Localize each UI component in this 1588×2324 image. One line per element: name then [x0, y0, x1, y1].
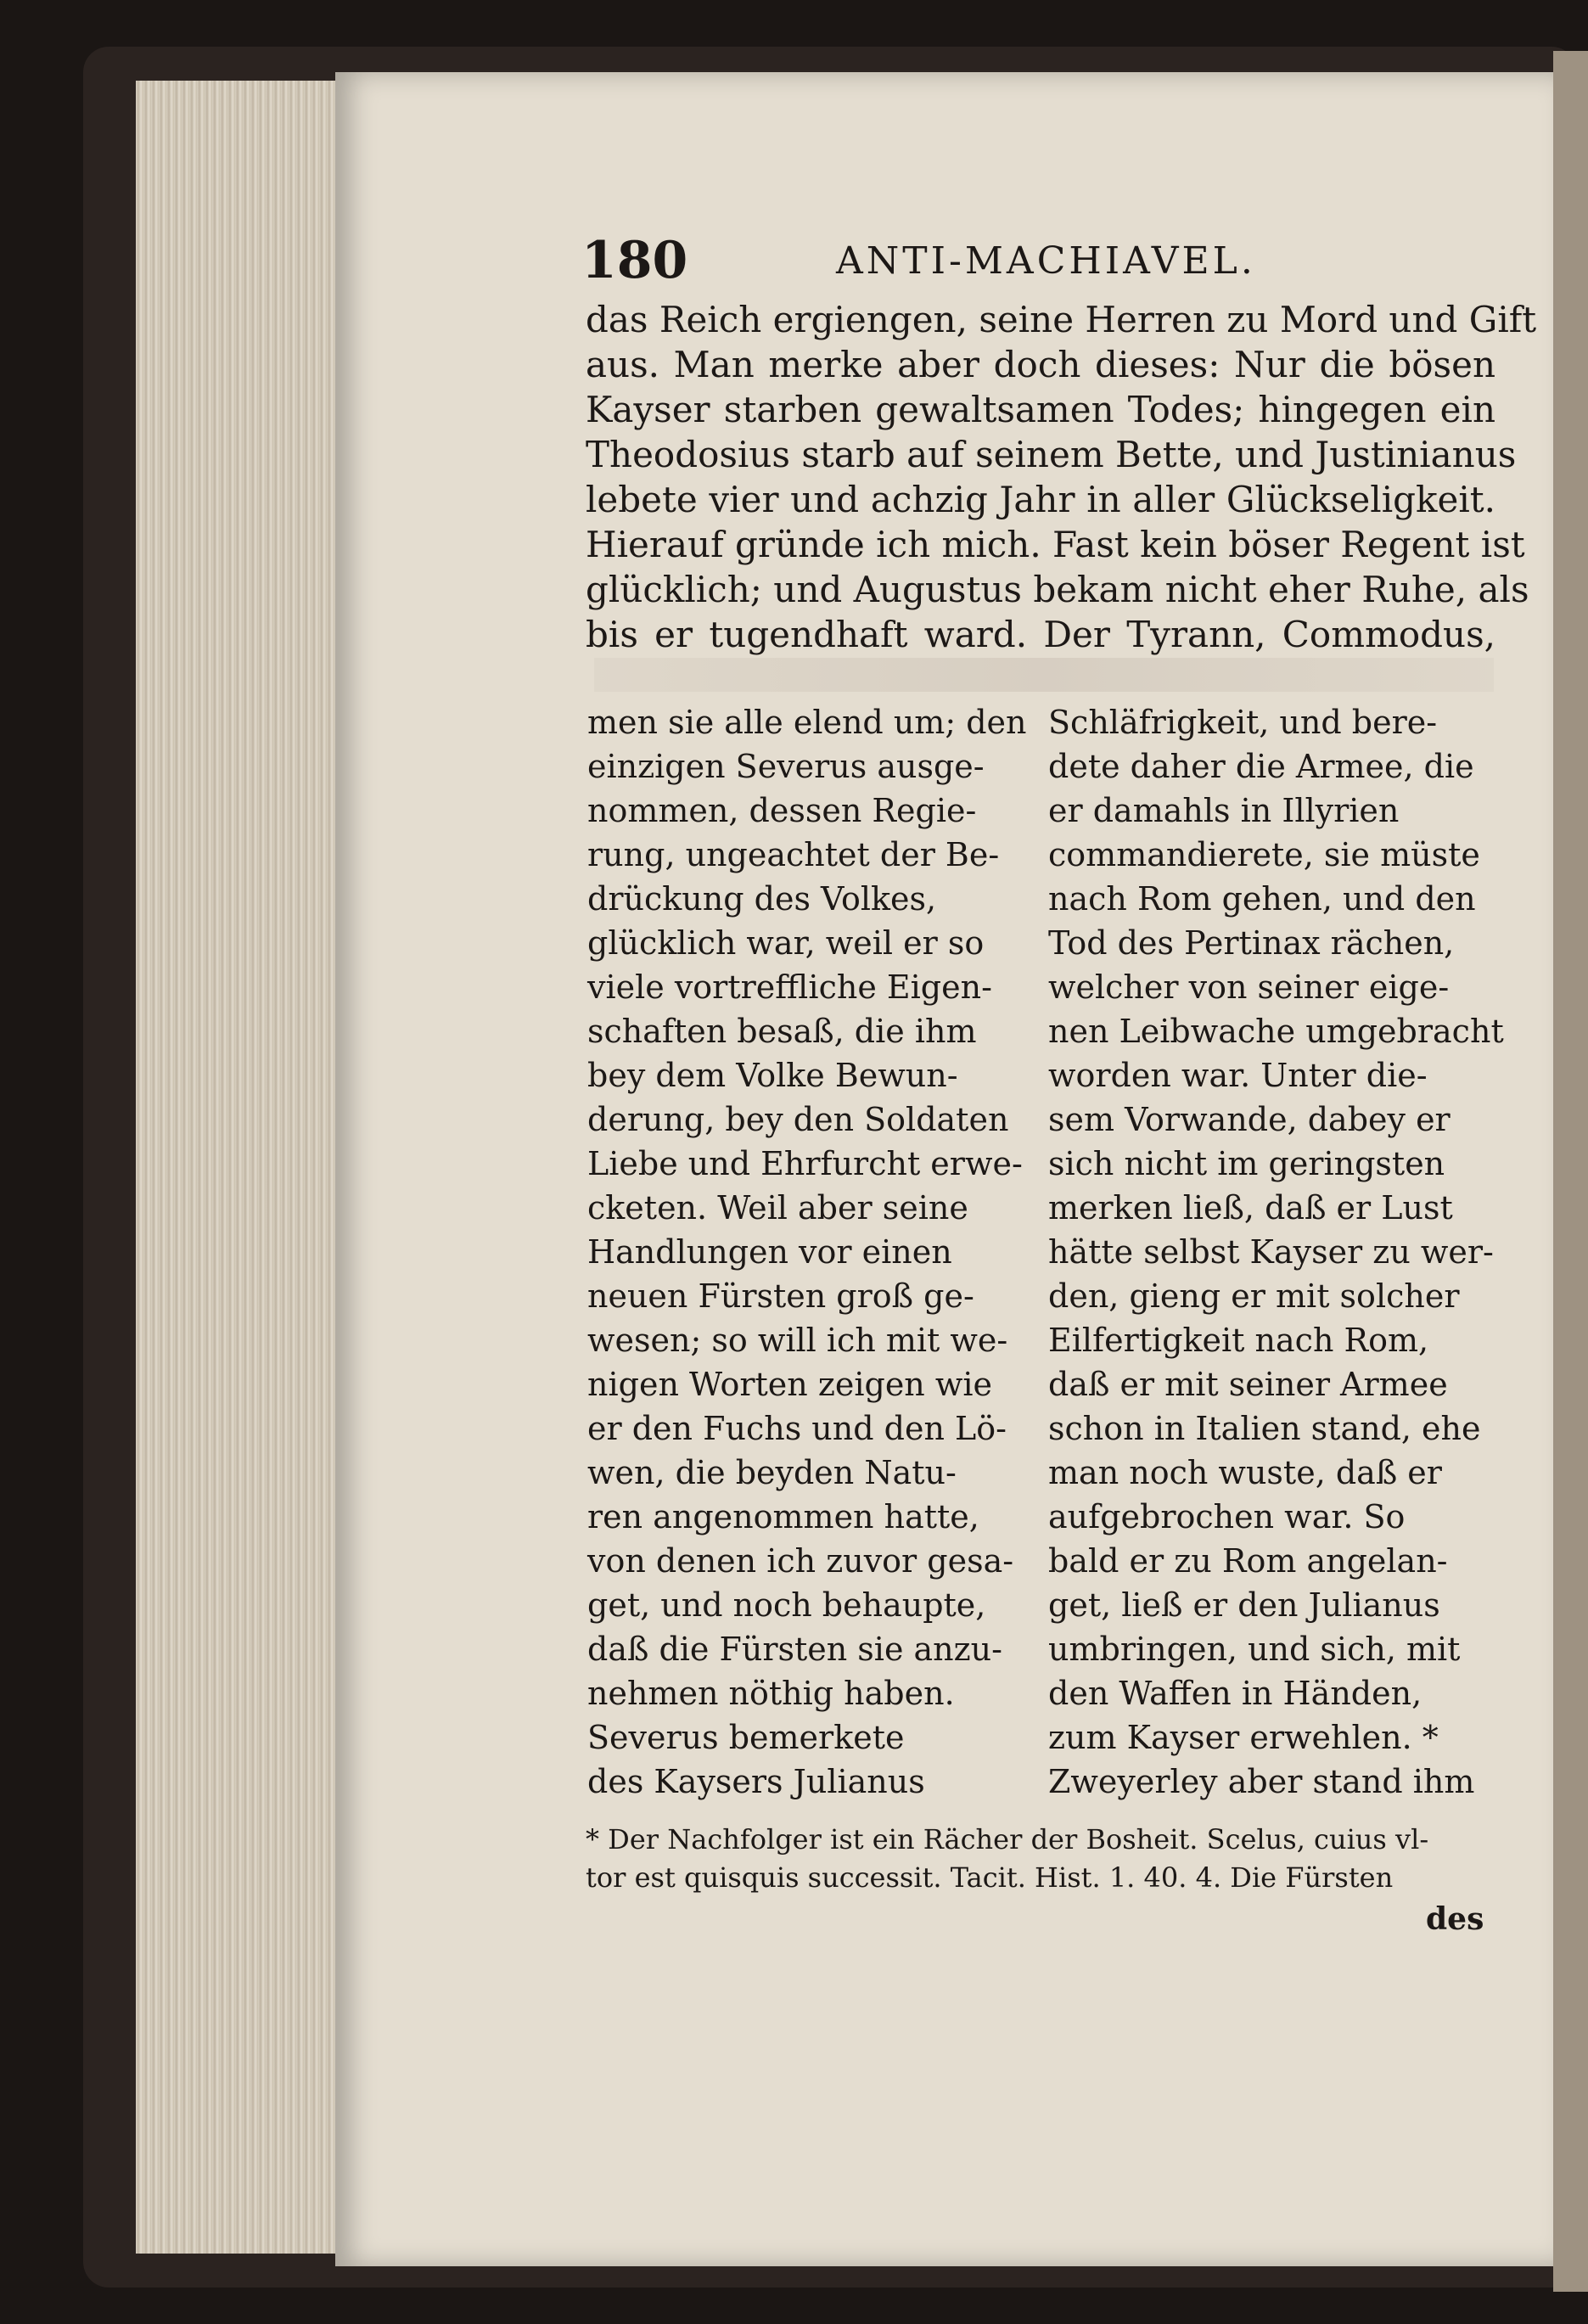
footnote-line: * Der Nachfolger ist ein Rächer der Bosheit. Scelus, cuius vl- — [586, 1823, 1429, 1855]
text-line: Tod des Pertinax rächen, — [1048, 924, 1455, 962]
text-line: viele vortreffliche Eigen- — [587, 968, 992, 1006]
text-line: von denen ich zuvor gesa- — [587, 1542, 1014, 1580]
page-edges — [136, 81, 344, 2254]
text-line: das Reich ergiengen, seine Herren zu Mord und Gift — [586, 299, 1537, 340]
text-line: commandierete, sie müste — [1048, 836, 1480, 873]
text-line: lebete vier und achzig Jahr in aller Glückseligkeit. — [586, 479, 1495, 520]
text-line: Liebe und Ehrfurcht erwe- — [587, 1145, 1023, 1182]
text-line: bald er zu Rom angelan- — [1048, 1542, 1448, 1580]
text-line: men sie alle elend um; den — [587, 704, 1027, 741]
text-line: Handlungen vor einen — [587, 1233, 952, 1271]
text-line: get, und noch behaupte, — [587, 1586, 986, 1624]
text-line: cketen. Weil aber seine — [587, 1189, 968, 1227]
text-line: hätte selbst Kayser zu wer- — [1048, 1233, 1494, 1271]
text-line: er damahls in Illyrien — [1048, 792, 1400, 829]
text-line: Severus bemerkete — [587, 1719, 905, 1756]
text-line: Theodosius starb auf seinem Bette, und Justinianus — [586, 434, 1517, 475]
text-line: bey dem Volke Bewun- — [587, 1057, 958, 1094]
text-line: welcher von seiner eige- — [1048, 968, 1450, 1006]
text-line: sich nicht im geringsten — [1048, 1145, 1445, 1182]
text-line: wesen; so will ich mit we- — [587, 1322, 1008, 1359]
text-line: des Kaysers Julianus — [587, 1763, 925, 1800]
catchword: des — [1426, 1901, 1484, 1937]
text-line: dete daher die Armee, die — [1048, 748, 1474, 785]
text-line: drückung des Volkes, — [587, 880, 937, 918]
text-line: daß die Fürsten sie anzu- — [587, 1631, 1002, 1668]
left-column — [587, 700, 1027, 1804]
text-line: sem Vorwande, dabey er — [1048, 1101, 1451, 1138]
text-line: nommen, dessen Regie- — [587, 792, 977, 829]
text-line: einzigen Severus ausge- — [587, 748, 985, 785]
text-line: worden war. Unter die- — [1048, 1057, 1428, 1094]
right-column — [1048, 700, 1504, 1804]
text-line: Hierauf gründe ich mich. Fast kein böser Regent ist — [586, 524, 1525, 565]
text-line: schaften besaß, die ihm — [587, 1013, 977, 1050]
page-header — [581, 231, 1507, 290]
footnote — [586, 1821, 1495, 1897]
facing-page-edge — [1553, 51, 1588, 2292]
text-line: er den Fuchs und den Lö- — [587, 1410, 1007, 1447]
text-line: nigen Worten zeigen wie — [587, 1366, 993, 1403]
text-line: glücklich; und Augustus bekam nicht eher Ruhe, als — [586, 569, 1529, 610]
text-line: den Waffen in Händen, — [1048, 1675, 1422, 1712]
text-line: den, gieng er mit solcher — [1048, 1277, 1460, 1315]
text-line: glücklich war, weil er so — [587, 924, 985, 962]
text-line: wen, die beyden Natu- — [587, 1454, 957, 1491]
text-line: rung, ungeachtet der Be- — [587, 836, 1000, 873]
text-line: aufgebrochen war. So — [1048, 1498, 1406, 1535]
text-line: umbringen, und sich, mit — [1048, 1631, 1461, 1668]
text-line: nen Leibwache umgebracht — [1048, 1013, 1504, 1050]
text-line: man noch wuste, daß er — [1048, 1454, 1442, 1491]
text-line: nach Rom gehen, und den — [1048, 880, 1476, 918]
text-line: neuen Fürsten groß ge- — [587, 1277, 974, 1315]
text-line: Zweyerley aber stand ihm — [1048, 1763, 1475, 1800]
footnote-line: tor est quisquis successit. Tacit. Hist. 1. 40. 4. Die Fürsten — [586, 1861, 1394, 1894]
text-line: derung, bey den Soldaten — [587, 1101, 1009, 1138]
text-line: ren angenommen hatte, — [587, 1498, 979, 1535]
text-line: Schläfrigkeit, und bere- — [1048, 704, 1438, 741]
text-line: schon in Italien stand, ehe — [1048, 1410, 1481, 1447]
bleed-through-band — [594, 658, 1494, 692]
full-width-paragraph — [586, 297, 1537, 657]
running-title: ANTI-MACHIAVEL. — [836, 239, 1256, 283]
text-line: nehmen nöthig haben. — [587, 1675, 955, 1712]
text-line: merken ließ, daß er Lust — [1048, 1189, 1453, 1227]
text-line: Eilfertigkeit nach Rom, — [1048, 1322, 1429, 1359]
text-line: Kayser starben gewaltsamen Todes; hingegen ein — [586, 389, 1495, 430]
page-number: 180 — [581, 231, 688, 290]
text-line: bis er tugendhaft ward. Der Tyrann, Commodus, — [586, 614, 1495, 655]
text-line: aus. Man merke aber doch dieses: Nur die bösen — [586, 344, 1495, 385]
text-line: daß er mit seiner Armee — [1048, 1366, 1448, 1403]
text-line: get, ließ er den Julianus — [1048, 1586, 1440, 1624]
text-line: zum Kayser erwehlen. * — [1048, 1719, 1439, 1756]
